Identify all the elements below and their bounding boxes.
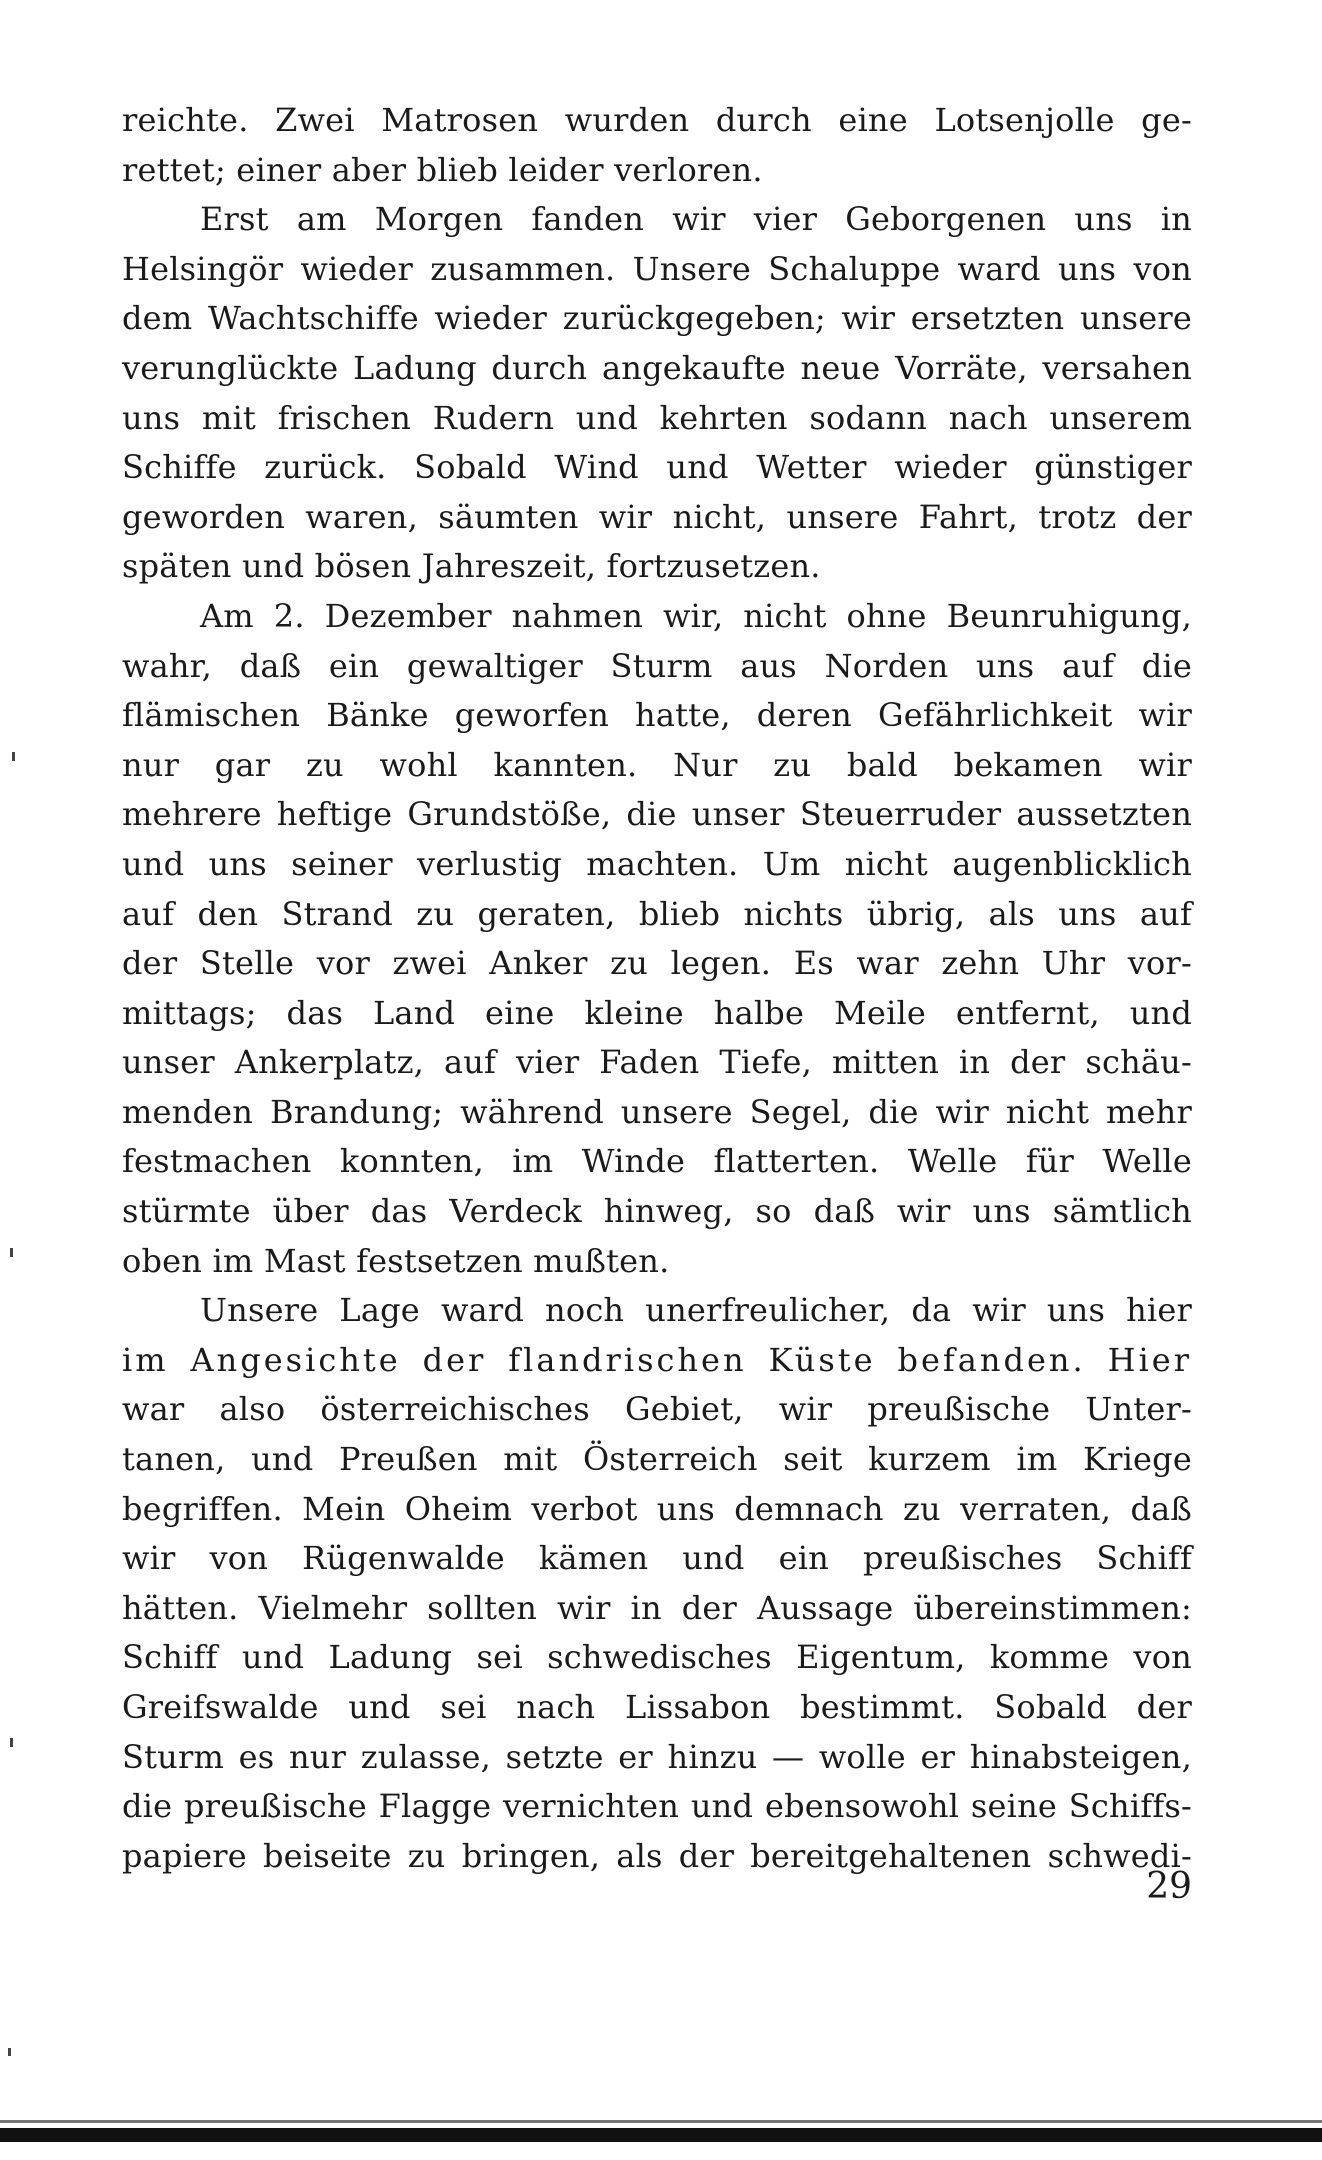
text-line-22: festmachen konnten, im Winde flatterten. Welle für Welle (122, 1142, 1192, 1181)
scan-edge (0, 2128, 1322, 2142)
margin-mark-2 (10, 1248, 13, 1257)
text-line-15: mehrere heftige Grundstöße, die unser Steuerruder aussetzten (122, 795, 1192, 834)
scan-edge-thin (0, 2120, 1322, 2123)
text-line-2: rettet; einer aber blieb leider verloren. (122, 150, 763, 189)
text-line-5: dem Wachtschiffe wieder zurückgegeben; wir ersetzten unsere (122, 299, 1192, 338)
text-line-19: mittags; das Land eine kleine halbe Meile entfernt, und (122, 993, 1192, 1032)
text-line-16: und uns seiner verlustig machten. Um nicht augenblicklich (122, 844, 1192, 883)
text-line-17: auf den Strand zu geraten, blieb nichts übrig, als uns auf (122, 894, 1192, 933)
text-line-29: begriffen. Mein Oheim verbot uns demnach zu verraten, daß (122, 1489, 1192, 1528)
text-line-4: Helsingör wieder zusammen. Unsere Schaluppe ward uns von (122, 249, 1192, 288)
text-line-34: Sturm es nur zulasse, setzte er hinzu — wolle er hinabsteigen, (122, 1737, 1192, 1776)
text-line-30: wir von Rügenwalde kämen und ein preußisches Schiff (122, 1539, 1192, 1578)
text-line-3: Erst am Morgen fanden wir vier Geborgenen uns in (200, 200, 1192, 239)
text-line-28: tanen, und Preußen mit Österreich seit kurzem im Kriege (122, 1440, 1192, 1479)
text-line-13: flämischen Bänke geworfen hatte, deren Gefährlichkeit wir (122, 696, 1192, 735)
text-line-11: Am 2. Dezember nahmen wir, nicht ohne Beunruhigung, (200, 596, 1192, 635)
body-text (122, 96, 1192, 1881)
margin-mark-4 (8, 2048, 11, 2056)
text-line-35: die preußische Flagge vernichten und ebensowohl seine Schiffs- (122, 1787, 1192, 1826)
text-line-20: unser Ankerplatz, auf vier Faden Tiefe, mitten in der schäu- (122, 1043, 1192, 1082)
text-line-8: Schiffe zurück. Sobald Wind und Wetter wieder günstiger (122, 448, 1192, 487)
text-line-24: oben im Mast festsetzen mußten. (122, 1241, 670, 1280)
margin-mark-1 (12, 752, 15, 761)
text-line-36: papiere beiseite zu bringen, als der bereitgehaltenen schwedi- (122, 1836, 1192, 1875)
text-line-31: hätten. Vielmehr sollten wir in der Aussage übereinstimmen: (122, 1588, 1192, 1627)
text-line-14: nur gar zu wohl kannten. Nur zu bald bekamen wir (122, 745, 1192, 784)
margin-mark-3 (10, 1738, 13, 1747)
text-line-1: reichte. Zwei Matrosen wurden durch eine Lotsenjolle ge- (122, 101, 1192, 139)
text-line-12: wahr, daß ein gewaltiger Sturm aus Norden uns auf die (122, 646, 1192, 685)
text-line-23: stürmte über das Verdeck hinweg, so daß wir uns sämtlich (122, 1192, 1192, 1231)
text-line-33: Greifswalde und sei nach Lissabon bestimmt. Sobald der (122, 1688, 1192, 1726)
text-line-10: späten und bösen Jahreszeit, fortzusetzen. (122, 547, 821, 586)
text-line-9: geworden waren, säumten wir nicht, unsere Fahrt, trotz der (122, 497, 1192, 536)
text-line-27: war also österreichisches Gebiet, wir preußische Unter- (122, 1390, 1192, 1429)
text-line-7: uns mit frischen Rudern und kehrten sodann nach unserem (122, 398, 1192, 437)
text-line-32: Schiff und Ladung sei schwedisches Eigentum, komme von (122, 1638, 1192, 1677)
text-line-6: verunglückte Ladung durch angekaufte neue Vorräte, versahen (122, 348, 1192, 387)
text-line-21: menden Brandung; während unsere Segel, die wir nicht mehr (122, 1092, 1192, 1131)
text-line-18: der Stelle vor zwei Anker zu legen. Es war zehn Uhr vor- (122, 944, 1192, 983)
text-line-25: Unsere Lage ward noch unerfreulicher, da wir uns hier (200, 1291, 1192, 1330)
page-number: 29 (1146, 1866, 1192, 1907)
text-line-26: im Angesichte der flandrischen Küste befanden. Hier (122, 1340, 1192, 1379)
